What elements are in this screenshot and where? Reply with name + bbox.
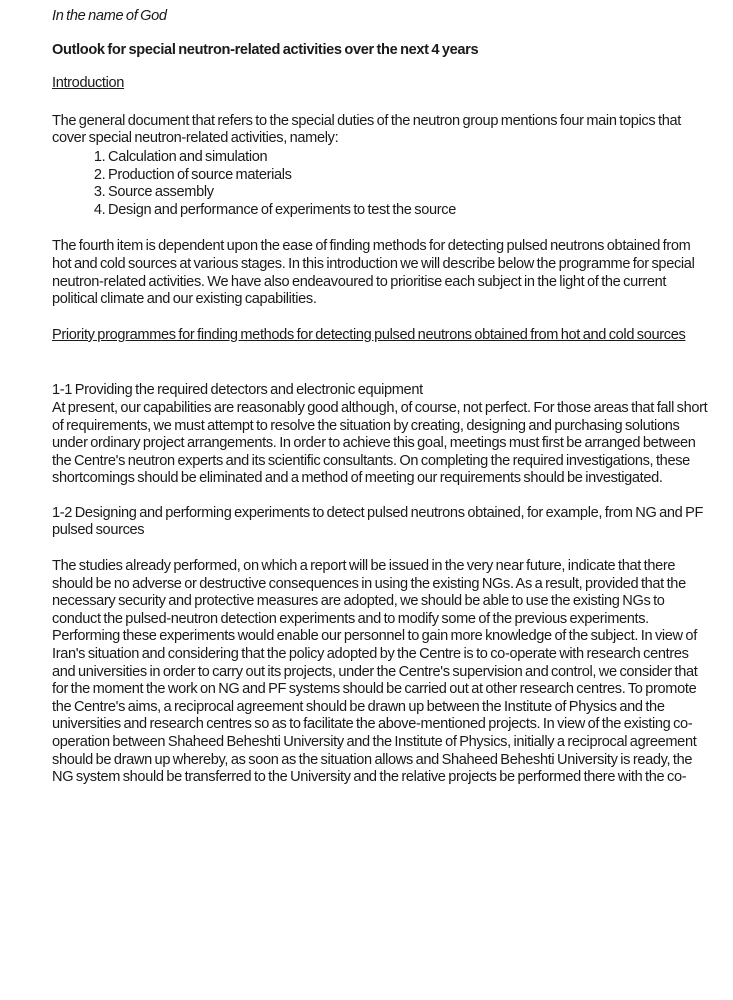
section-1-1-heading: 1-1 Providing the required detectors and electronic equipment: [52, 382, 423, 399]
document-title: Outlook for special neutron-related activities over the next 4 years: [52, 41, 479, 58]
list-item: 3. Source assembly: [108, 184, 711, 202]
list-item: 4. Design and performance of experiments to test the source: [108, 202, 711, 220]
section-1-2-body: The studies already performed, on which a report will be issued in the very near future, indicate that there should be no adverse or destructive consequences in using the existing NGs. As a result, provided that the necessary security and protective measures are adopted, we should be able to use the existing NGs to conduct the pulsed-neutron detection experiments and to modify some of the previous experiments. Performing these experiments would enable our personnel to gain more knowledge of the subject. In view of Iran's situation and considering that the policy adopted by the Centre is to co-operate with research centres and universities in order to carry out its projects, under the Centre's supervision and control, we consider that for the moment the work on NG and PF systems should be carried out at other research centres. To promote the Centre's aims, a reciprocal agreement should be drawn up between the Institute of Physics and the universities and research centres so as to facilitate the above-mentioned projects. In view of the existing co-operation between Shaheed Beheshti University and the Institute of Physics, initially a reciprocal agreement should be drawn up whereby, as soon as the situation allows and Shaheed Beheshti University is ready, the NG system should be transferred to the University and the relative projects be performed there with the co-: [52, 558, 698, 786]
topics-list: [52, 149, 711, 219]
introduction-paragraph-1: The general document that refers to the special duties of the neutron group mentions four main topics that cover special neutron-related activities, namely:: [52, 112, 681, 147]
list-item: 1. Calculation and simulation: [108, 149, 711, 167]
invocation-line: In the name of God: [52, 8, 167, 24]
introduction-heading: Introduction: [52, 75, 125, 92]
section-1-2-heading: 1-2 Designing and performing experiments to detect pulsed neutrons obtained, for example, from NG and PF pulsed sources: [52, 504, 704, 539]
priority-heading: Priority programmes for finding methods for detecting pulsed neutrons obtained from hot and cold sources: [52, 326, 686, 343]
list-item: 2. Production of source materials: [108, 167, 711, 185]
introduction-paragraph-2: The fourth item is dependent upon the ease of finding methods for detecting pulsed neutrons obtained from hot and cold sources at various stages. In this introduction we will describe below the programme for special neutron-related activities. We have also endeavoured to prioritise each subject in the light of the current political climate and our existing capabilities.: [52, 238, 695, 308]
section-1-1-body: At present, our capabilities are reasonably good although, of course, not perfect. For those areas that fall short of requirements, we must attempt to resolve the situation by creating, designing and purchasing solutions under ordinary project arrangements. In order to achieve this goal, meetings must first be arranged between the Centre's neutron experts and its scientific consultants. On completing the required investigations, these shortcomings should be eliminated and a method of meeting our requirements should be investigated.: [52, 399, 708, 487]
